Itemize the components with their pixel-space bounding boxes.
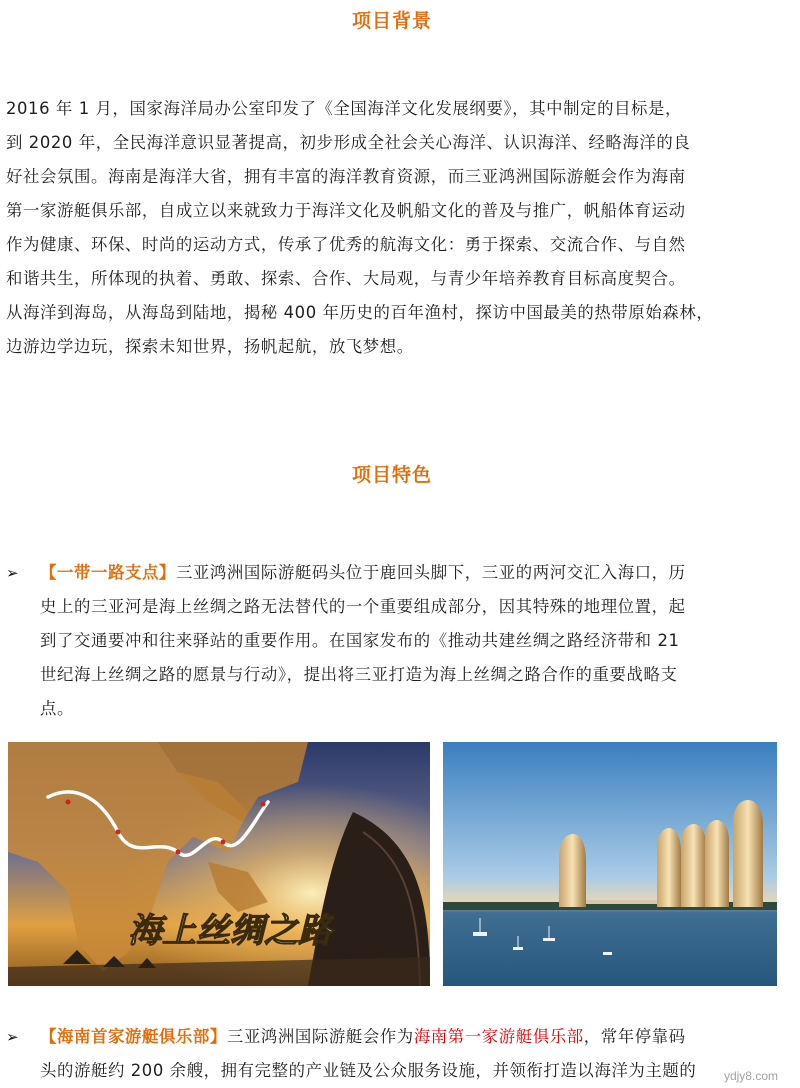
paragraph-line: 2016 年 1 月，国家海洋局办公室印发了《全国海洋文化发展纲要》，其中制定的目标是， bbox=[6, 99, 683, 118]
feature-line-rest: 三亚鸿洲国际游艇码头位于鹿回头脚下，三亚的两河交汇入海口，历 bbox=[175, 563, 686, 582]
paragraph-line: 边游边学边玩，探索未知世界，扬帆起航，放飞梦想。 bbox=[6, 337, 414, 356]
arrow-bullet-icon: ➢ bbox=[6, 564, 19, 582]
feature-line-mid: 三亚鸿洲国际游艇会作为 bbox=[226, 1027, 414, 1046]
feature-line: 到了交通要冲和往来驿站的重要作用。在国家发布的《推动共建丝绸之路经济带和 21 bbox=[40, 631, 680, 650]
paragraph-line: 到 2020 年，全民海洋意识显著提高，初步形成全社会关心海洋、认识海洋、经略海洋的良 bbox=[6, 133, 691, 152]
feature-line: 史上的三亚河是海上丝绸之路无法替代的一个重要组成部分，因其特殊的地理位置，起 bbox=[40, 597, 686, 616]
silk-road-caption: 海上丝绸之路 bbox=[128, 911, 332, 951]
background-paragraph bbox=[6, 92, 790, 364]
section-title-background: 项目背景 bbox=[351, 10, 432, 32]
arrow-bullet-icon: ➢ bbox=[6, 1028, 19, 1046]
feature-line: 点。 bbox=[40, 699, 74, 718]
paragraph-line: 好社会氛围。海南是海洋大省，拥有丰富的海洋教育资源，而三亚鸿洲国际游艇会作为海南 bbox=[6, 167, 686, 186]
feature-text bbox=[40, 1020, 785, 1088]
feature-heading: 【海南首家游艇俱乐部】 bbox=[40, 1027, 227, 1046]
feature-line: 世纪海上丝绸之路的愿景与行动》，提出将三亚打造为海上丝绸之路合作的重要战略支 bbox=[40, 665, 678, 684]
phoenix-island-graphic bbox=[443, 742, 777, 986]
paragraph-line: 从海洋到海岛，从海岛到陆地，揭秘 400 年历史的百年渔村，探访中国最美的热带原始森林， bbox=[6, 303, 714, 322]
phoenix-island-photo bbox=[443, 742, 777, 986]
paragraph-line: 和谐共生，所体现的执着、勇敢、探索、合作、大局观，与青少年培养教育目标高度契合。 bbox=[6, 269, 686, 288]
feature-highlight: 海南第一家游艇俱乐部 bbox=[413, 1027, 584, 1046]
silk-road-map-image bbox=[8, 742, 430, 986]
section-title-features: 项目特色 bbox=[351, 464, 432, 486]
paragraph-line: 作为健康、环保、时尚的运动方式，传承了优秀的航海文化：勇于探索、交流合作、与自然 bbox=[6, 235, 686, 254]
feature-line-rest: ，常年停靠码 bbox=[583, 1027, 686, 1046]
paragraph-line: 第一家游艇俱乐部，自成立以来就致力于海洋文化及帆船文化的普及与推广，帆船体育运动 bbox=[6, 201, 686, 220]
feature-heading: 【一带一路支点】 bbox=[40, 563, 176, 582]
feature-text bbox=[40, 556, 785, 726]
watermark: ydjy8.com bbox=[723, 1069, 778, 1083]
feature-first-line bbox=[40, 1020, 785, 1054]
feature-line: 头的游艇约 200 余艘，拥有完整的产业链及公众服务设施，并领衔打造以海洋为主题的 bbox=[40, 1061, 697, 1080]
silk-road-map-graphic bbox=[8, 742, 430, 986]
feature-first-line bbox=[40, 556, 785, 590]
